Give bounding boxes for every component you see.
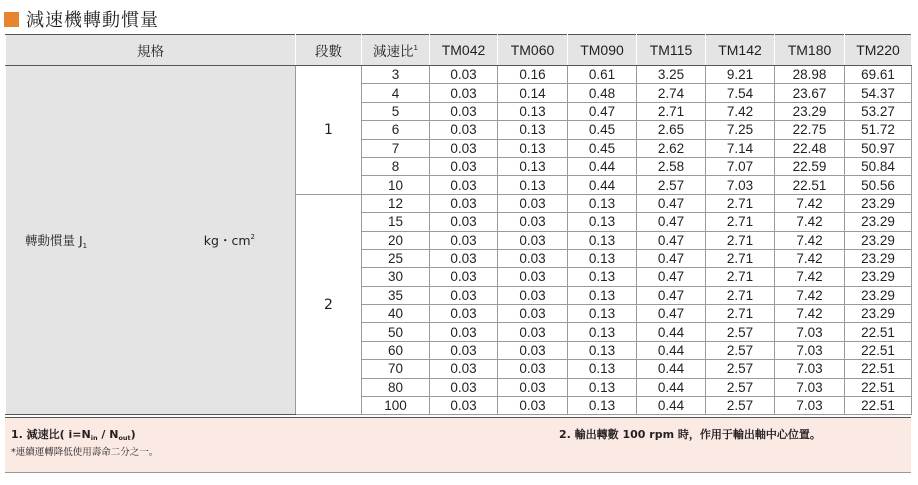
inertia-value-cell: 23.29 — [845, 231, 912, 249]
ratio-cell: 25 — [362, 249, 430, 267]
spec-label-unit — [204, 231, 255, 249]
inertia-value-cell: 22.51 — [775, 176, 845, 194]
inertia-value-cell: 0.47 — [568, 102, 637, 120]
page-title: 減速機轉動慣量 — [26, 10, 159, 31]
ratio-cell: 80 — [362, 378, 430, 396]
inertia-value-cell: 2.71 — [706, 231, 775, 249]
spec-label-unit-sup: 2 — [250, 233, 255, 242]
header-model: TM142 — [706, 35, 775, 66]
ratio-cell: 5 — [362, 102, 430, 120]
inertia-value-cell: 22.51 — [845, 360, 912, 378]
inertia-value-cell: 7.03 — [775, 323, 845, 341]
ratio-cell: 35 — [362, 286, 430, 304]
inertia-value-cell: 2.57 — [706, 360, 775, 378]
inertia-value-cell: 54.37 — [845, 84, 912, 102]
inertia-value-cell: 0.03 — [498, 249, 568, 267]
inertia-value-cell: 0.13 — [498, 121, 568, 139]
inertia-value-cell: 22.51 — [845, 397, 912, 415]
inertia-value-cell: 0.48 — [568, 84, 637, 102]
inertia-value-cell: 2.71 — [706, 249, 775, 267]
inertia-value-cell: 22.48 — [775, 139, 845, 157]
inertia-value-cell: 0.03 — [498, 305, 568, 323]
header-model: TM090 — [568, 35, 637, 66]
inertia-value-cell: 23.29 — [845, 249, 912, 267]
inertia-table — [5, 34, 912, 415]
inertia-value-cell: 7.25 — [706, 121, 775, 139]
ratio-cell: 8 — [362, 157, 430, 175]
inertia-value-cell: 9.21 — [706, 66, 775, 84]
footnote-1-remark: *連續運轉降低使用壽命二分之一。 — [11, 447, 159, 458]
inertia-value-cell: 0.13 — [568, 397, 637, 415]
inertia-value-cell: 0.03 — [498, 397, 568, 415]
inertia-value-cell: 0.03 — [430, 157, 498, 175]
ratio-cell: 40 — [362, 305, 430, 323]
ratio-cell: 60 — [362, 341, 430, 359]
spec-label-content — [6, 231, 295, 250]
spec-label-unit-text: kg・cm — [203, 233, 251, 249]
inertia-value-cell: 0.61 — [568, 66, 637, 84]
inertia-value-cell: 0.45 — [568, 121, 637, 139]
footnotes — [5, 417, 911, 473]
header-ratio-footnote: 1 — [413, 44, 418, 52]
inertia-value-cell: 0.03 — [430, 213, 498, 231]
inertia-value-cell: 2.57 — [706, 397, 775, 415]
ratio-cell: 12 — [362, 194, 430, 212]
inertia-value-cell: 2.71 — [706, 213, 775, 231]
inertia-value-cell: 2.71 — [706, 286, 775, 304]
inertia-value-cell: 0.47 — [637, 286, 706, 304]
inertia-value-cell: 2.71 — [706, 305, 775, 323]
ratio-cell: 100 — [362, 397, 430, 415]
footnote-1-sub-out: out — [118, 434, 131, 442]
inertia-value-cell: 0.47 — [637, 213, 706, 231]
inertia-value-cell: 0.03 — [430, 84, 498, 102]
inertia-value-cell: 23.29 — [845, 305, 912, 323]
inertia-value-cell: 2.71 — [706, 194, 775, 212]
inertia-value-cell: 23.29 — [845, 286, 912, 304]
stage-cell: 2 — [296, 194, 362, 415]
inertia-value-cell: 7.42 — [706, 102, 775, 120]
inertia-value-cell: 22.59 — [775, 157, 845, 175]
inertia-value-cell: 7.03 — [706, 176, 775, 194]
inertia-value-cell: 23.29 — [775, 102, 845, 120]
inertia-value-cell: 0.13 — [498, 102, 568, 120]
ratio-cell: 7 — [362, 139, 430, 157]
inertia-value-cell: 28.98 — [775, 66, 845, 84]
inertia-value-cell: 22.75 — [775, 121, 845, 139]
inertia-value-cell: 22.51 — [845, 378, 912, 396]
ratio-cell: 50 — [362, 323, 430, 341]
inertia-value-cell: 0.13 — [568, 378, 637, 396]
inertia-value-cell: 0.03 — [430, 139, 498, 157]
inertia-value-cell: 0.03 — [430, 102, 498, 120]
header-model: TM060 — [498, 35, 568, 66]
inertia-value-cell: 7.54 — [706, 84, 775, 102]
inertia-value-cell: 0.13 — [568, 194, 637, 212]
inertia-value-cell: 7.42 — [775, 194, 845, 212]
inertia-value-cell: 23.29 — [845, 268, 912, 286]
inertia-value-cell: 2.74 — [637, 84, 706, 102]
inertia-value-cell: 0.47 — [637, 249, 706, 267]
inertia-value-cell: 0.14 — [498, 84, 568, 102]
inertia-value-cell: 0.03 — [498, 378, 568, 396]
inertia-value-cell: 22.51 — [845, 323, 912, 341]
inertia-value-cell: 2.57 — [706, 378, 775, 396]
inertia-value-cell: 0.03 — [430, 397, 498, 415]
inertia-value-cell: 7.14 — [706, 139, 775, 157]
header-ratio-text: 減速比 — [373, 44, 414, 60]
inertia-value-cell: 0.13 — [568, 305, 637, 323]
inertia-value-cell: 2.57 — [706, 323, 775, 341]
inertia-value-cell: 69.61 — [845, 66, 912, 84]
inertia-value-cell: 0.03 — [430, 249, 498, 267]
inertia-value-cell: 0.13 — [568, 213, 637, 231]
inertia-value-cell: 0.03 — [430, 121, 498, 139]
header-ratio — [362, 35, 430, 66]
inertia-value-cell: 0.44 — [568, 176, 637, 194]
inertia-value-cell: 2.57 — [706, 341, 775, 359]
inertia-value-cell: 7.07 — [706, 157, 775, 175]
header-model: TM042 — [430, 35, 498, 66]
inertia-value-cell: 0.13 — [568, 341, 637, 359]
inertia-value-cell: 0.03 — [430, 323, 498, 341]
inertia-value-cell: 0.47 — [637, 268, 706, 286]
inertia-value-cell: 2.57 — [637, 176, 706, 194]
table-header-row — [6, 35, 912, 66]
inertia-value-cell: 0.44 — [637, 323, 706, 341]
inertia-value-cell: 2.58 — [637, 157, 706, 175]
inertia-value-cell: 7.03 — [775, 341, 845, 359]
inertia-value-cell: 50.97 — [845, 139, 912, 157]
inertia-value-cell: 0.16 — [498, 66, 568, 84]
table-row — [6, 66, 912, 84]
inertia-value-cell: 7.03 — [775, 397, 845, 415]
inertia-value-cell: 0.03 — [498, 360, 568, 378]
inertia-value-cell: 0.13 — [568, 360, 637, 378]
inertia-value-cell: 2.65 — [637, 121, 706, 139]
footnote-1-text-end: ) — [130, 428, 136, 441]
inertia-value-cell: 0.03 — [498, 323, 568, 341]
inertia-value-cell: 0.03 — [430, 176, 498, 194]
spec-label-name — [25, 231, 87, 250]
table-body — [6, 66, 912, 415]
inertia-value-cell: 3.25 — [637, 66, 706, 84]
inertia-value-cell: 0.03 — [498, 341, 568, 359]
footnote-1-text: 1. 減速比( i=N — [11, 428, 91, 441]
inertia-value-cell: 50.84 — [845, 157, 912, 175]
footnote-2: 2. 輸出轉數 100 rpm 時，作用于輸出軸中心位置。 — [559, 428, 821, 441]
inertia-value-cell: 23.29 — [845, 213, 912, 231]
inertia-value-cell: 0.47 — [637, 305, 706, 323]
inertia-value-cell: 0.03 — [498, 268, 568, 286]
inertia-value-cell: 0.13 — [568, 231, 637, 249]
inertia-value-cell: 2.71 — [706, 268, 775, 286]
ratio-cell: 15 — [362, 213, 430, 231]
ratio-cell: 70 — [362, 360, 430, 378]
spec-label-name-sub: 1 — [82, 241, 88, 250]
inertia-value-cell: 0.03 — [430, 66, 498, 84]
inertia-value-cell: 7.42 — [775, 268, 845, 286]
ratio-cell: 10 — [362, 176, 430, 194]
inertia-value-cell: 0.03 — [430, 231, 498, 249]
header-model: TM180 — [775, 35, 845, 66]
inertia-value-cell: 7.42 — [775, 249, 845, 267]
inertia-value-cell: 23.67 — [775, 84, 845, 102]
inertia-value-cell: 0.13 — [498, 176, 568, 194]
inertia-value-cell: 22.51 — [845, 341, 912, 359]
inertia-value-cell: 0.03 — [430, 305, 498, 323]
stage-cell: 1 — [296, 66, 362, 195]
inertia-value-cell: 0.03 — [430, 341, 498, 359]
inertia-value-cell: 0.44 — [637, 360, 706, 378]
header-stage: 段數 — [296, 35, 362, 66]
inertia-value-cell: 0.03 — [498, 213, 568, 231]
inertia-value-cell: 0.13 — [498, 157, 568, 175]
inertia-value-cell: 0.13 — [568, 323, 637, 341]
title-marker-square — [4, 12, 19, 27]
inertia-value-cell: 0.03 — [498, 194, 568, 212]
inertia-value-cell: 0.47 — [637, 231, 706, 249]
footnote-1-text-mid: / N — [97, 428, 119, 441]
inertia-value-cell: 2.62 — [637, 139, 706, 157]
inertia-value-cell: 0.03 — [430, 268, 498, 286]
inertia-value-cell: 0.47 — [637, 194, 706, 212]
inertia-value-cell: 50.56 — [845, 176, 912, 194]
inertia-value-cell: 53.27 — [845, 102, 912, 120]
ratio-cell: 3 — [362, 66, 430, 84]
inertia-value-cell: 7.03 — [775, 378, 845, 396]
inertia-value-cell: 0.13 — [568, 249, 637, 267]
header-model: TM220 — [845, 35, 912, 66]
inertia-value-cell: 0.03 — [430, 378, 498, 396]
inertia-value-cell: 0.03 — [498, 231, 568, 249]
inertia-value-cell: 0.03 — [430, 286, 498, 304]
inertia-value-cell: 0.03 — [430, 194, 498, 212]
footnote-1-sub-in: in — [90, 434, 98, 442]
inertia-value-cell: 0.44 — [637, 378, 706, 396]
inertia-value-cell: 7.42 — [775, 286, 845, 304]
footnote-1 — [11, 426, 136, 442]
inertia-value-cell: 0.03 — [430, 360, 498, 378]
inertia-value-cell: 51.72 — [845, 121, 912, 139]
inertia-value-cell: 7.03 — [775, 360, 845, 378]
ratio-cell: 30 — [362, 268, 430, 286]
ratio-cell: 20 — [362, 231, 430, 249]
inertia-value-cell: 0.44 — [637, 341, 706, 359]
header-spec: 規格 — [6, 35, 296, 66]
inertia-value-cell: 0.13 — [568, 268, 637, 286]
inertia-value-cell: 7.42 — [775, 213, 845, 231]
inertia-value-cell: 0.03 — [498, 286, 568, 304]
spec-label-name-text: 轉動慣量 J — [25, 232, 83, 248]
inertia-value-cell: 7.42 — [775, 305, 845, 323]
inertia-value-cell: 7.42 — [775, 231, 845, 249]
spec-label-cell — [6, 66, 296, 415]
inertia-value-cell: 0.44 — [568, 157, 637, 175]
header-model: TM115 — [637, 35, 706, 66]
inertia-value-cell: 0.13 — [498, 139, 568, 157]
section-title — [4, 6, 159, 32]
inertia-value-cell: 23.29 — [845, 194, 912, 212]
inertia-value-cell: 0.44 — [637, 397, 706, 415]
ratio-cell: 6 — [362, 121, 430, 139]
inertia-value-cell: 0.45 — [568, 139, 637, 157]
ratio-cell: 4 — [362, 84, 430, 102]
inertia-value-cell: 2.71 — [637, 102, 706, 120]
inertia-value-cell: 0.13 — [568, 286, 637, 304]
